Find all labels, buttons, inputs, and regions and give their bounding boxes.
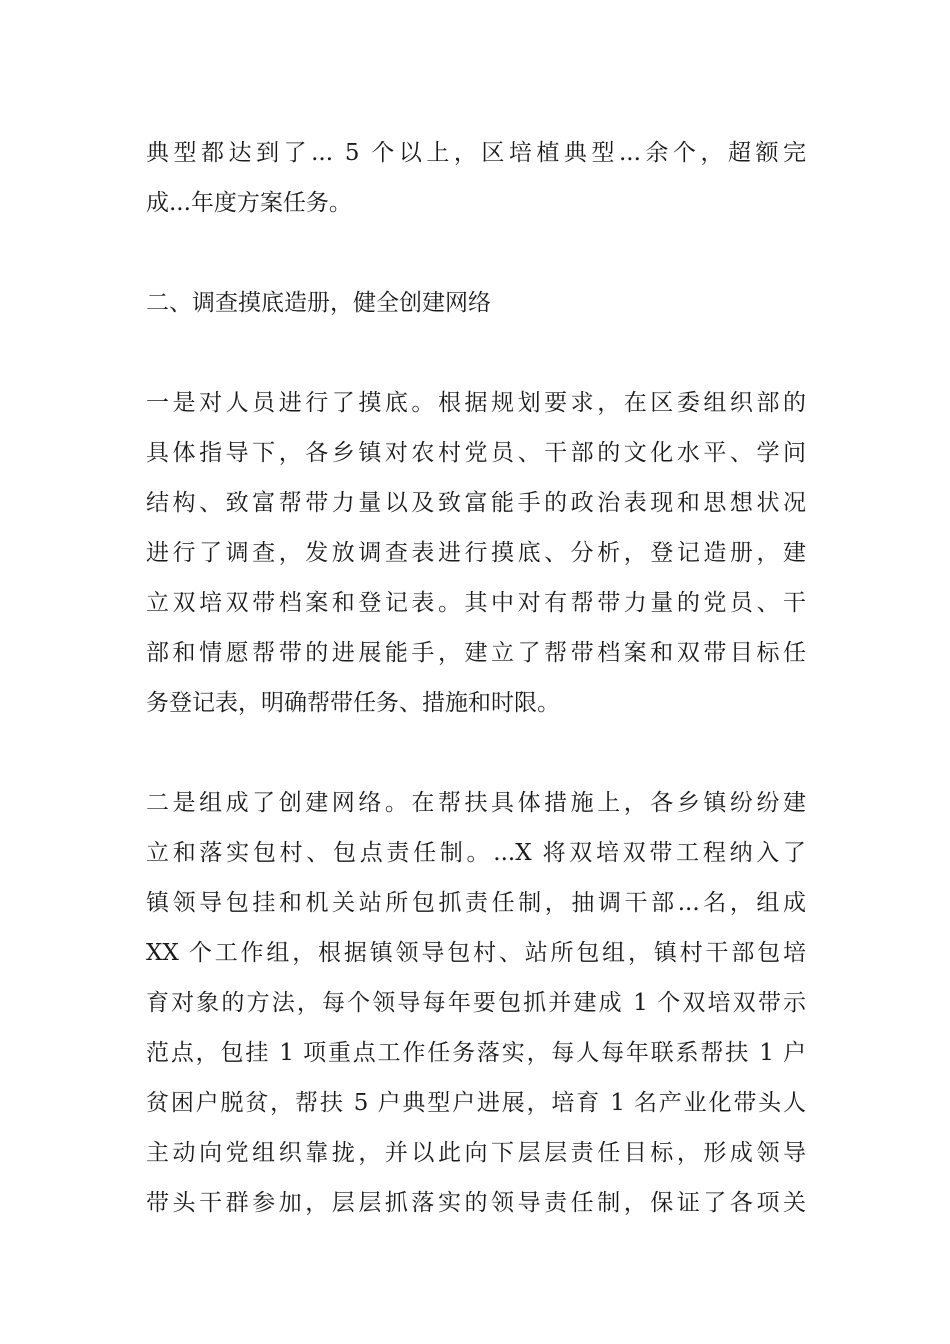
document-body bbox=[146, 128, 806, 1278]
text-line: 范点，包挂 1 项重点工作任务落实，每人每年联系帮扶 1 户 bbox=[146, 1040, 806, 1066]
text-line: XX 个工作组，根据镇领导包村、站所包组，镇村干部包培 bbox=[146, 940, 806, 966]
text-line: 结构、致富帮带力量以及致富能手的政治表现和思想状况 bbox=[146, 490, 806, 516]
text-line: 育对象的方法，每个领导每年要包抓并建成 1 个双培双带示 bbox=[146, 990, 806, 1016]
paragraph-1 bbox=[146, 128, 806, 228]
text-line: 主动向党组织靠拢，并以此向下层层责任目标，形成领导 bbox=[146, 1140, 806, 1166]
paragraph-2 bbox=[146, 378, 806, 728]
heading-text: 二、调查摸底造册，健全创建网络 bbox=[146, 290, 491, 316]
section-heading bbox=[146, 278, 806, 328]
text-line: 镇领导包挂和机关站所包抓责任制，抽调干部...名，组成 bbox=[146, 890, 806, 916]
text-line: 带头干群参加，层层抓落实的领导责任制，保证了各项关 bbox=[146, 1190, 806, 1216]
paragraph-3 bbox=[146, 778, 806, 1228]
text-line: 务登记表，明确帮带任务、措施和时限。 bbox=[146, 690, 560, 716]
text-line: 进行了调查，发放调查表进行摸底、分析，登记造册，建 bbox=[146, 540, 806, 566]
text-line: 一是对人员进行了摸底。根据规划要求，在区委组织部的 bbox=[146, 390, 806, 416]
text-line: 立双培双带档案和登记表。其中对有帮带力量的党员、干 bbox=[146, 590, 806, 616]
text-line: 立和落实包村、包点责任制。...X 将双培双带工程纳入了 bbox=[146, 840, 806, 866]
text-line: 部和情愿帮带的进展能手，建立了帮带档案和双带目标任 bbox=[146, 640, 806, 666]
text-line: 二是组成了创建网络。在帮扶具体措施上，各乡镇纷纷建 bbox=[146, 790, 806, 816]
text-line: 典型都达到了... 5 个以上，区培植典型...余个，超额完 bbox=[146, 140, 806, 166]
text-line: 成...年度方案任务。 bbox=[146, 190, 352, 216]
text-line: 具体指导下，各乡镇对农村党员、干部的文化水平、学问 bbox=[146, 440, 806, 466]
text-line: 贫困户脱贫，帮扶 5 户典型户进展，培育 1 名产业化带头人 bbox=[146, 1090, 806, 1116]
